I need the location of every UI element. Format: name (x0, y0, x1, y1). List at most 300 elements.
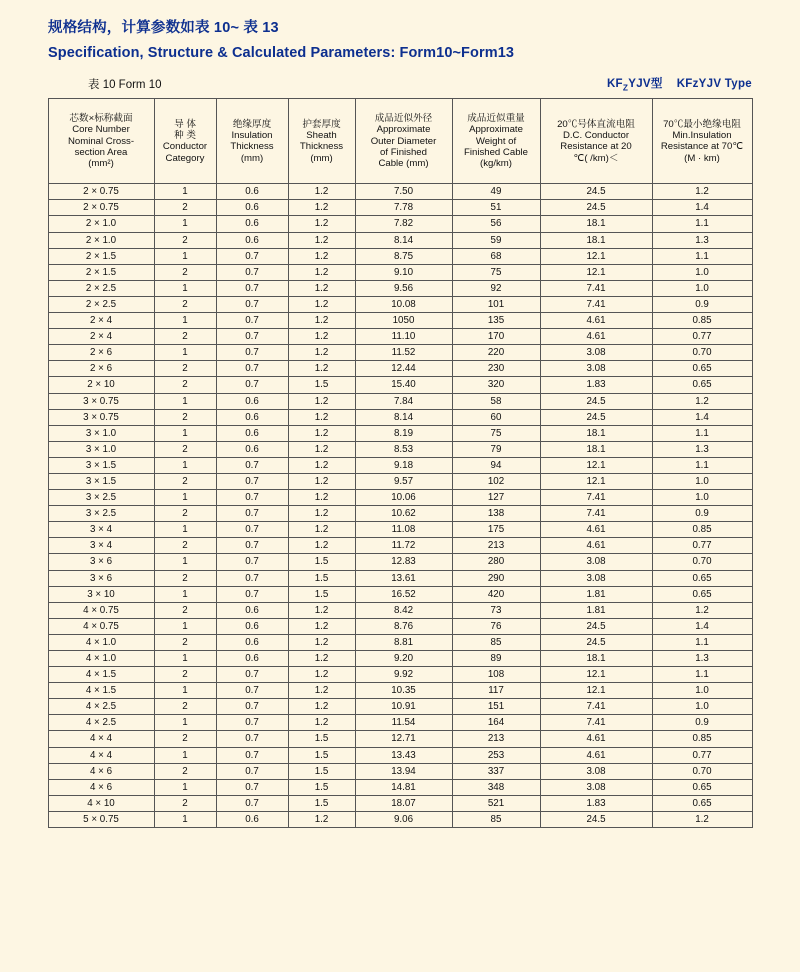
table-cell: 1.1 (652, 667, 752, 683)
table-cell: 8.19 (355, 425, 452, 441)
table-cell: 1.2 (288, 200, 355, 216)
table-cell: 0.65 (652, 586, 752, 602)
table-cell: 1.4 (652, 200, 752, 216)
table-cell: 2 (154, 731, 216, 747)
cable-type-subscript: Z (622, 83, 629, 93)
table-cell: 1.2 (288, 184, 355, 200)
table-cell: 1.1 (652, 248, 752, 264)
table-cell: 0.7 (216, 361, 288, 377)
table-cell: 9.92 (355, 667, 452, 683)
table-cell: 1.2 (652, 811, 752, 827)
table-cell: 1.2 (288, 264, 355, 280)
col0-en-0: Core Number (72, 124, 130, 136)
col2-en-2: (mm) (240, 152, 264, 164)
table-cell: 1 (154, 184, 216, 200)
column-header-conductor-category (154, 99, 216, 184)
table-cell: 1.1 (652, 634, 752, 650)
table-cell: 14.81 (355, 779, 452, 795)
table-cell: 12.1 (540, 264, 652, 280)
table-cell: 2 (154, 473, 216, 489)
table-cell: 1.2 (288, 361, 355, 377)
table-cell: 420 (452, 586, 540, 602)
table-cell: 24.5 (540, 618, 652, 634)
col1-en-0: Conductor (162, 141, 208, 153)
table-row (48, 667, 752, 683)
table-cell: 3 × 4 (48, 522, 154, 538)
table-cell: 18.1 (540, 441, 652, 457)
table-cell: 8.42 (355, 602, 452, 618)
table-cell: 1 (154, 522, 216, 538)
table-row (48, 200, 752, 216)
table-cell: 117 (452, 683, 540, 699)
table-cell: 2 (154, 409, 216, 425)
table-cell: 2 (154, 538, 216, 554)
table-cell: 1.2 (288, 393, 355, 409)
table-row (48, 586, 752, 602)
table-cell: 15.40 (355, 377, 452, 393)
table-cell: 0.7 (216, 667, 288, 683)
table-cell: 12.44 (355, 361, 452, 377)
table-cell: 8.76 (355, 618, 452, 634)
table-cell: 170 (452, 329, 540, 345)
table-cell: 0.6 (216, 232, 288, 248)
table-cell: 4 × 6 (48, 779, 154, 795)
table-row (48, 634, 752, 650)
table-cell: 1.2 (288, 280, 355, 296)
table-cell: 1.2 (288, 313, 355, 329)
table-cell: 1.1 (652, 216, 752, 232)
table-cell: 0.77 (652, 329, 752, 345)
table-cell: 8.75 (355, 248, 452, 264)
table-cell: 18.1 (540, 425, 652, 441)
table-cell: 0.7 (216, 570, 288, 586)
table-cell: 1.2 (288, 811, 355, 827)
table-cell: 2 (154, 570, 216, 586)
table-cell: 0.65 (652, 361, 752, 377)
table-row (48, 731, 752, 747)
table-cell: 7.84 (355, 393, 452, 409)
heading-english: Specification, Structure & Calculated Parameters: Form10~Form13 (48, 45, 515, 61)
col6-en-1: Resistance at 20 (560, 141, 632, 153)
table-cell: 2 (154, 329, 216, 345)
table-cell: 0.7 (216, 490, 288, 506)
table-cell: 1.2 (288, 522, 355, 538)
table-cell: 4.61 (540, 313, 652, 329)
table-cell: 1.2 (288, 506, 355, 522)
table-cell: 12.1 (540, 248, 652, 264)
table-cell: 0.65 (652, 377, 752, 393)
col5-en-2: Finished Cable (464, 146, 528, 158)
table-cell: 13.43 (355, 747, 452, 763)
table-cell: 0.6 (216, 216, 288, 232)
table-cell: 0.6 (216, 425, 288, 441)
table-cell: 0.77 (652, 538, 752, 554)
table-cell: 280 (452, 554, 540, 570)
table-cell: 24.5 (540, 200, 652, 216)
table-cell: 135 (452, 313, 540, 329)
table-cell: 0.6 (216, 602, 288, 618)
table-row (48, 280, 752, 296)
table-cell: 1 (154, 216, 216, 232)
table-row (48, 232, 752, 248)
table-cell: 0.7 (216, 699, 288, 715)
table-cell: 0.70 (652, 554, 752, 570)
table-cell: 16.52 (355, 586, 452, 602)
column-header-dc-resistance (540, 99, 652, 184)
table-cell: 12.1 (540, 473, 652, 489)
table-row (48, 329, 752, 345)
table-cell: 11.08 (355, 522, 452, 538)
table-cell: 7.50 (355, 184, 452, 200)
table-cell: 1.2 (288, 329, 355, 345)
table-row (48, 699, 752, 715)
table-cell: 2 × 0.75 (48, 200, 154, 216)
table-cell: 164 (452, 715, 540, 731)
table-cell: 0.7 (216, 538, 288, 554)
col6-en-2: ℃( /km)＜ (573, 152, 619, 164)
table-row (48, 795, 752, 811)
table-cell: 1.1 (652, 457, 752, 473)
column-header-sheath-thickness (288, 99, 355, 184)
table-row (48, 811, 752, 827)
table-cell: 7.41 (540, 506, 652, 522)
table-cell: 138 (452, 506, 540, 522)
col2-cn-0: 绝缘厚度 (232, 118, 272, 130)
table-row (48, 216, 752, 232)
table-cell: 3 × 10 (48, 586, 154, 602)
table-cell: 2 (154, 361, 216, 377)
table-cell: 1 (154, 393, 216, 409)
table-cell: 10.62 (355, 506, 452, 522)
table-cell: 3 × 6 (48, 570, 154, 586)
table-cell: 1 (154, 490, 216, 506)
table-cell: 1 (154, 313, 216, 329)
table-cell: 0.85 (652, 731, 752, 747)
table-cell: 24.5 (540, 634, 652, 650)
table-row (48, 409, 752, 425)
table-cell: 0.6 (216, 200, 288, 216)
table-cell: 1.2 (288, 425, 355, 441)
table-cell: 4 × 1.0 (48, 651, 154, 667)
table-cell: 4.61 (540, 747, 652, 763)
table-cell: 11.10 (355, 329, 452, 345)
table-cell: 3.08 (540, 361, 652, 377)
table-cell: 10.08 (355, 296, 452, 312)
table-row (48, 473, 752, 489)
table-cell: 11.54 (355, 715, 452, 731)
table-cell: 1.2 (288, 618, 355, 634)
table-cell: 1.2 (288, 490, 355, 506)
col4-en-2: of Finished (380, 146, 427, 158)
table-row (48, 184, 752, 200)
table-cell: 0.85 (652, 313, 752, 329)
table-row (48, 554, 752, 570)
table-cell: 0.7 (216, 554, 288, 570)
table-cell: 2 × 0.75 (48, 184, 154, 200)
table-cell: 1 (154, 345, 216, 361)
table-cell: 7.82 (355, 216, 452, 232)
table-cell: 7.41 (540, 280, 652, 296)
table-cell: 1.0 (652, 699, 752, 715)
table-cell: 2 × 1.5 (48, 248, 154, 264)
table-cell: 0.6 (216, 634, 288, 650)
table-cell: 1.2 (288, 232, 355, 248)
table-cell: 213 (452, 538, 540, 554)
table-cell: 24.5 (540, 811, 652, 827)
table-cell: 3.08 (540, 570, 652, 586)
table-cell: 0.9 (652, 296, 752, 312)
table-cell: 8.81 (355, 634, 452, 650)
table-cell: 1.2 (288, 441, 355, 457)
table-cell: 0.77 (652, 747, 752, 763)
table-cell: 7.41 (540, 715, 652, 731)
table-cell: 1.2 (288, 409, 355, 425)
table-cell: 2 (154, 264, 216, 280)
table-row (48, 490, 752, 506)
form-bar (0, 75, 800, 92)
col5-en-1: Weight of (475, 135, 517, 147)
table-cell: 12.1 (540, 667, 652, 683)
table-cell: 4 × 0.75 (48, 618, 154, 634)
table-cell: 1.2 (652, 184, 752, 200)
table-cell: 7.78 (355, 200, 452, 216)
table-cell: 1 (154, 747, 216, 763)
col4-en-3: Cable (mm) (378, 158, 429, 170)
table-cell: 0.7 (216, 313, 288, 329)
table-cell: 0.7 (216, 296, 288, 312)
table-cell: 76 (452, 618, 540, 634)
table-cell: 1.0 (652, 280, 752, 296)
cable-type-chinese-rest: YJV型 (628, 78, 663, 90)
table-cell: 0.7 (216, 329, 288, 345)
table-cell: 9.10 (355, 264, 452, 280)
table-cell: 1.81 (540, 602, 652, 618)
table-cell: 89 (452, 651, 540, 667)
table-cell: 10.35 (355, 683, 452, 699)
table-cell: 348 (452, 779, 540, 795)
table-cell: 2 × 4 (48, 329, 154, 345)
table-row (48, 361, 752, 377)
table-cell: 1.81 (540, 586, 652, 602)
table-cell: 3 × 1.5 (48, 473, 154, 489)
table-cell: 7.41 (540, 490, 652, 506)
table-cell: 521 (452, 795, 540, 811)
table-row (48, 747, 752, 763)
col7-en-1: Resistance at 70℃ (660, 141, 744, 153)
table-cell: 0.7 (216, 248, 288, 264)
table-cell: 2 (154, 795, 216, 811)
table-cell: 175 (452, 522, 540, 538)
col4-en-0: Approximate (376, 124, 431, 136)
table-cell: 2 × 2.5 (48, 296, 154, 312)
table-cell: 0.7 (216, 731, 288, 747)
table-row (48, 618, 752, 634)
table-cell: 12.1 (540, 457, 652, 473)
table-cell: 1.83 (540, 795, 652, 811)
table-cell: 0.6 (216, 393, 288, 409)
table-cell: 56 (452, 216, 540, 232)
col3-cn-0: 护套厚度 (302, 118, 341, 130)
table-cell: 1.2 (288, 473, 355, 489)
table-cell: 1.2 (652, 602, 752, 618)
table-cell: 9.57 (355, 473, 452, 489)
table-cell: 4 × 6 (48, 763, 154, 779)
table-cell: 0.85 (652, 522, 752, 538)
table-cell: 18.1 (540, 651, 652, 667)
col1-en-1: Category (165, 152, 205, 164)
table-row (48, 779, 752, 795)
table-cell: 1 (154, 651, 216, 667)
table-cell: 4 × 1.5 (48, 683, 154, 699)
col0-en-1: Nominal Cross- (67, 135, 135, 147)
table-cell: 2 (154, 200, 216, 216)
table-cell: 0.65 (652, 570, 752, 586)
table-cell: 18.07 (355, 795, 452, 811)
table-cell: 1.4 (652, 618, 752, 634)
table-cell: 1 (154, 248, 216, 264)
col0-cn-0: 芯数×标称截面 (69, 113, 133, 125)
table-cell: 75 (452, 264, 540, 280)
table-cell: 0.7 (216, 473, 288, 489)
table-cell: 0.7 (216, 506, 288, 522)
table-cell: 3 × 0.75 (48, 393, 154, 409)
table-row (48, 296, 752, 312)
table-cell: 102 (452, 473, 540, 489)
table-cell: 0.6 (216, 409, 288, 425)
column-header-core-number (48, 99, 154, 184)
table-cell: 101 (452, 296, 540, 312)
table-cell: 2 (154, 699, 216, 715)
table-row (48, 715, 752, 731)
table-cell: 1.2 (288, 345, 355, 361)
col7-en-2: (M · km) (684, 152, 720, 164)
table-row (48, 506, 752, 522)
column-header-weight (452, 99, 540, 184)
table-cell: 1 (154, 811, 216, 827)
table-cell: 290 (452, 570, 540, 586)
table-cell: 0.7 (216, 795, 288, 811)
table-cell: 0.7 (216, 683, 288, 699)
col1-cn-0: 导 体 (174, 118, 196, 130)
table-body (48, 184, 752, 828)
col0-en-2: section Area (74, 146, 128, 158)
table-cell: 3 × 2.5 (48, 490, 154, 506)
table-cell: 11.72 (355, 538, 452, 554)
table-cell: 8.14 (355, 232, 452, 248)
table-cell: 4 × 2.5 (48, 699, 154, 715)
table-cell: 0.7 (216, 522, 288, 538)
col3-en-1: Thickness (299, 141, 344, 153)
table-cell: 3 × 1.0 (48, 425, 154, 441)
table-cell: 3 × 6 (48, 554, 154, 570)
table-cell: 2 × 6 (48, 345, 154, 361)
table-cell: 68 (452, 248, 540, 264)
table-header (48, 99, 752, 184)
table-cell: 1.2 (288, 538, 355, 554)
table-cell: 1.3 (652, 441, 752, 457)
table-row (48, 457, 752, 473)
table-cell: 1.5 (288, 731, 355, 747)
col5-cn-0: 成品近似重量 (467, 113, 525, 125)
table-cell: 2 × 1.0 (48, 232, 154, 248)
table-cell: 2 × 6 (48, 361, 154, 377)
column-header-insulation-thickness (216, 99, 288, 184)
form-number-label: 表 10 Form 10 (88, 79, 162, 92)
table-cell: 4 × 2.5 (48, 715, 154, 731)
table-row (48, 264, 752, 280)
table-cell: 3.08 (540, 554, 652, 570)
table-row (48, 313, 752, 329)
table-cell: 0.6 (216, 184, 288, 200)
table-cell: 1.2 (288, 296, 355, 312)
table-cell: 12.1 (540, 683, 652, 699)
table-cell: 1.0 (652, 264, 752, 280)
col0-en-3: (mm²) (88, 158, 114, 170)
table-cell: 9.56 (355, 280, 452, 296)
table-cell: 0.6 (216, 441, 288, 457)
table-cell: 0.7 (216, 747, 288, 763)
table-cell: 4.61 (540, 731, 652, 747)
table-cell: 1.4 (652, 409, 752, 425)
table-cell: 4 × 0.75 (48, 602, 154, 618)
table-cell: 1 (154, 280, 216, 296)
table-cell: 1.3 (652, 651, 752, 667)
table-cell: 2 (154, 377, 216, 393)
table-cell: 1 (154, 554, 216, 570)
table-cell: 73 (452, 602, 540, 618)
table-cell: 9.18 (355, 457, 452, 473)
table-cell: 10.06 (355, 490, 452, 506)
table-row (48, 425, 752, 441)
table-row (48, 393, 752, 409)
table-cell: 0.6 (216, 651, 288, 667)
col5-en-0: Approximate (469, 124, 523, 136)
table-cell: 1 (154, 683, 216, 699)
table-cell: 85 (452, 634, 540, 650)
table-row (48, 602, 752, 618)
table-cell: 3.08 (540, 763, 652, 779)
table-cell: 2 × 1.5 (48, 264, 154, 280)
table-cell: 0.7 (216, 264, 288, 280)
table-cell: 24.5 (540, 393, 652, 409)
table-cell: 3 × 0.75 (48, 409, 154, 425)
table-cell: 3 × 1.0 (48, 441, 154, 457)
table-cell: 85 (452, 811, 540, 827)
table-cell: 24.5 (540, 184, 652, 200)
col4-en-1: Outer Diameter (370, 135, 437, 147)
cable-type-chinese-prefix: KF (606, 78, 623, 90)
table-cell: 59 (452, 232, 540, 248)
table-row (48, 345, 752, 361)
table-cell: 1.2 (288, 683, 355, 699)
table-cell: 1.2 (288, 667, 355, 683)
table-cell: 0.6 (216, 618, 288, 634)
table-cell: 1.5 (288, 586, 355, 602)
table-cell: 2 × 2.5 (48, 280, 154, 296)
table-cell: 1.5 (288, 377, 355, 393)
table-row (48, 248, 752, 264)
table-cell: 4 × 1.0 (48, 634, 154, 650)
table-cell: 2 (154, 763, 216, 779)
table-cell: 0.70 (652, 763, 752, 779)
table-row (48, 441, 752, 457)
table-row (48, 522, 752, 538)
table-cell: 24.5 (540, 409, 652, 425)
table-cell: 1 (154, 618, 216, 634)
table-row (48, 683, 752, 699)
table-cell: 0.9 (652, 506, 752, 522)
table-cell: 75 (452, 425, 540, 441)
